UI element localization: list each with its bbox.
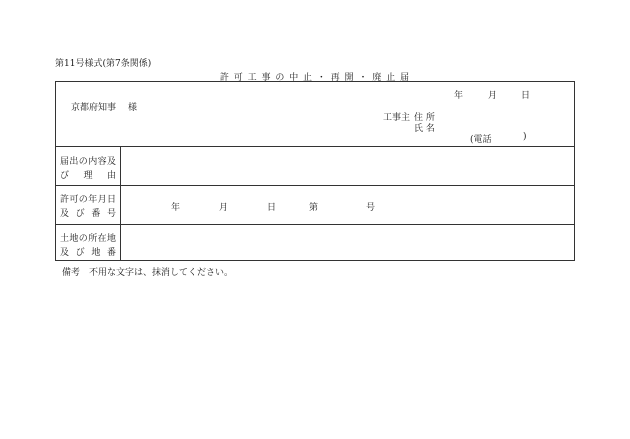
date-day-label: 日: [521, 91, 531, 101]
addressee: 京都府知事: [71, 103, 117, 113]
content-reason-label: [60, 155, 116, 183]
label-column-divider: [120, 146, 121, 261]
date-year-label: 年: [454, 91, 464, 101]
divider: [56, 146, 574, 147]
divider: [56, 224, 574, 225]
form-table: [55, 81, 575, 261]
addressee-honorific: 様: [128, 103, 138, 113]
permit-dai-label: 第: [309, 203, 319, 213]
phone-label: (電話: [470, 135, 492, 145]
divider: [56, 185, 574, 186]
land-location-label: [60, 232, 116, 260]
date-month-label: 月: [488, 91, 498, 101]
notes: 備考 不用な文字は、抹消してください。: [62, 268, 234, 278]
permit-month-label: 月: [219, 203, 229, 213]
land-location-line1: 土地の所在地: [60, 234, 116, 244]
address-label: 住 所: [414, 113, 435, 123]
content-reason-line1: 届出の内容及: [60, 157, 116, 167]
permit-go-label: 号: [366, 203, 376, 213]
permit-date-line1: 許可の年月日: [60, 195, 116, 205]
applicant-label: 工事主: [383, 113, 411, 123]
permit-year-label: 年: [171, 203, 181, 213]
content-reason-line2: び 理 由: [60, 171, 116, 181]
permit-day-label: 日: [267, 203, 277, 213]
permit-date-line2: 及 び 番 号: [60, 209, 116, 219]
form-number: 第11号様式(第7条関係): [55, 59, 152, 69]
land-location-line2: 及 び 地 番: [60, 248, 116, 258]
form-title: 許 可 工 事 の 中 止 ・ 再 開 ・ 廃 止 届: [219, 73, 411, 83]
phone-close-paren: ): [523, 132, 527, 142]
name-label: 氏 名: [414, 124, 435, 134]
permit-date-number-label: [60, 193, 116, 221]
